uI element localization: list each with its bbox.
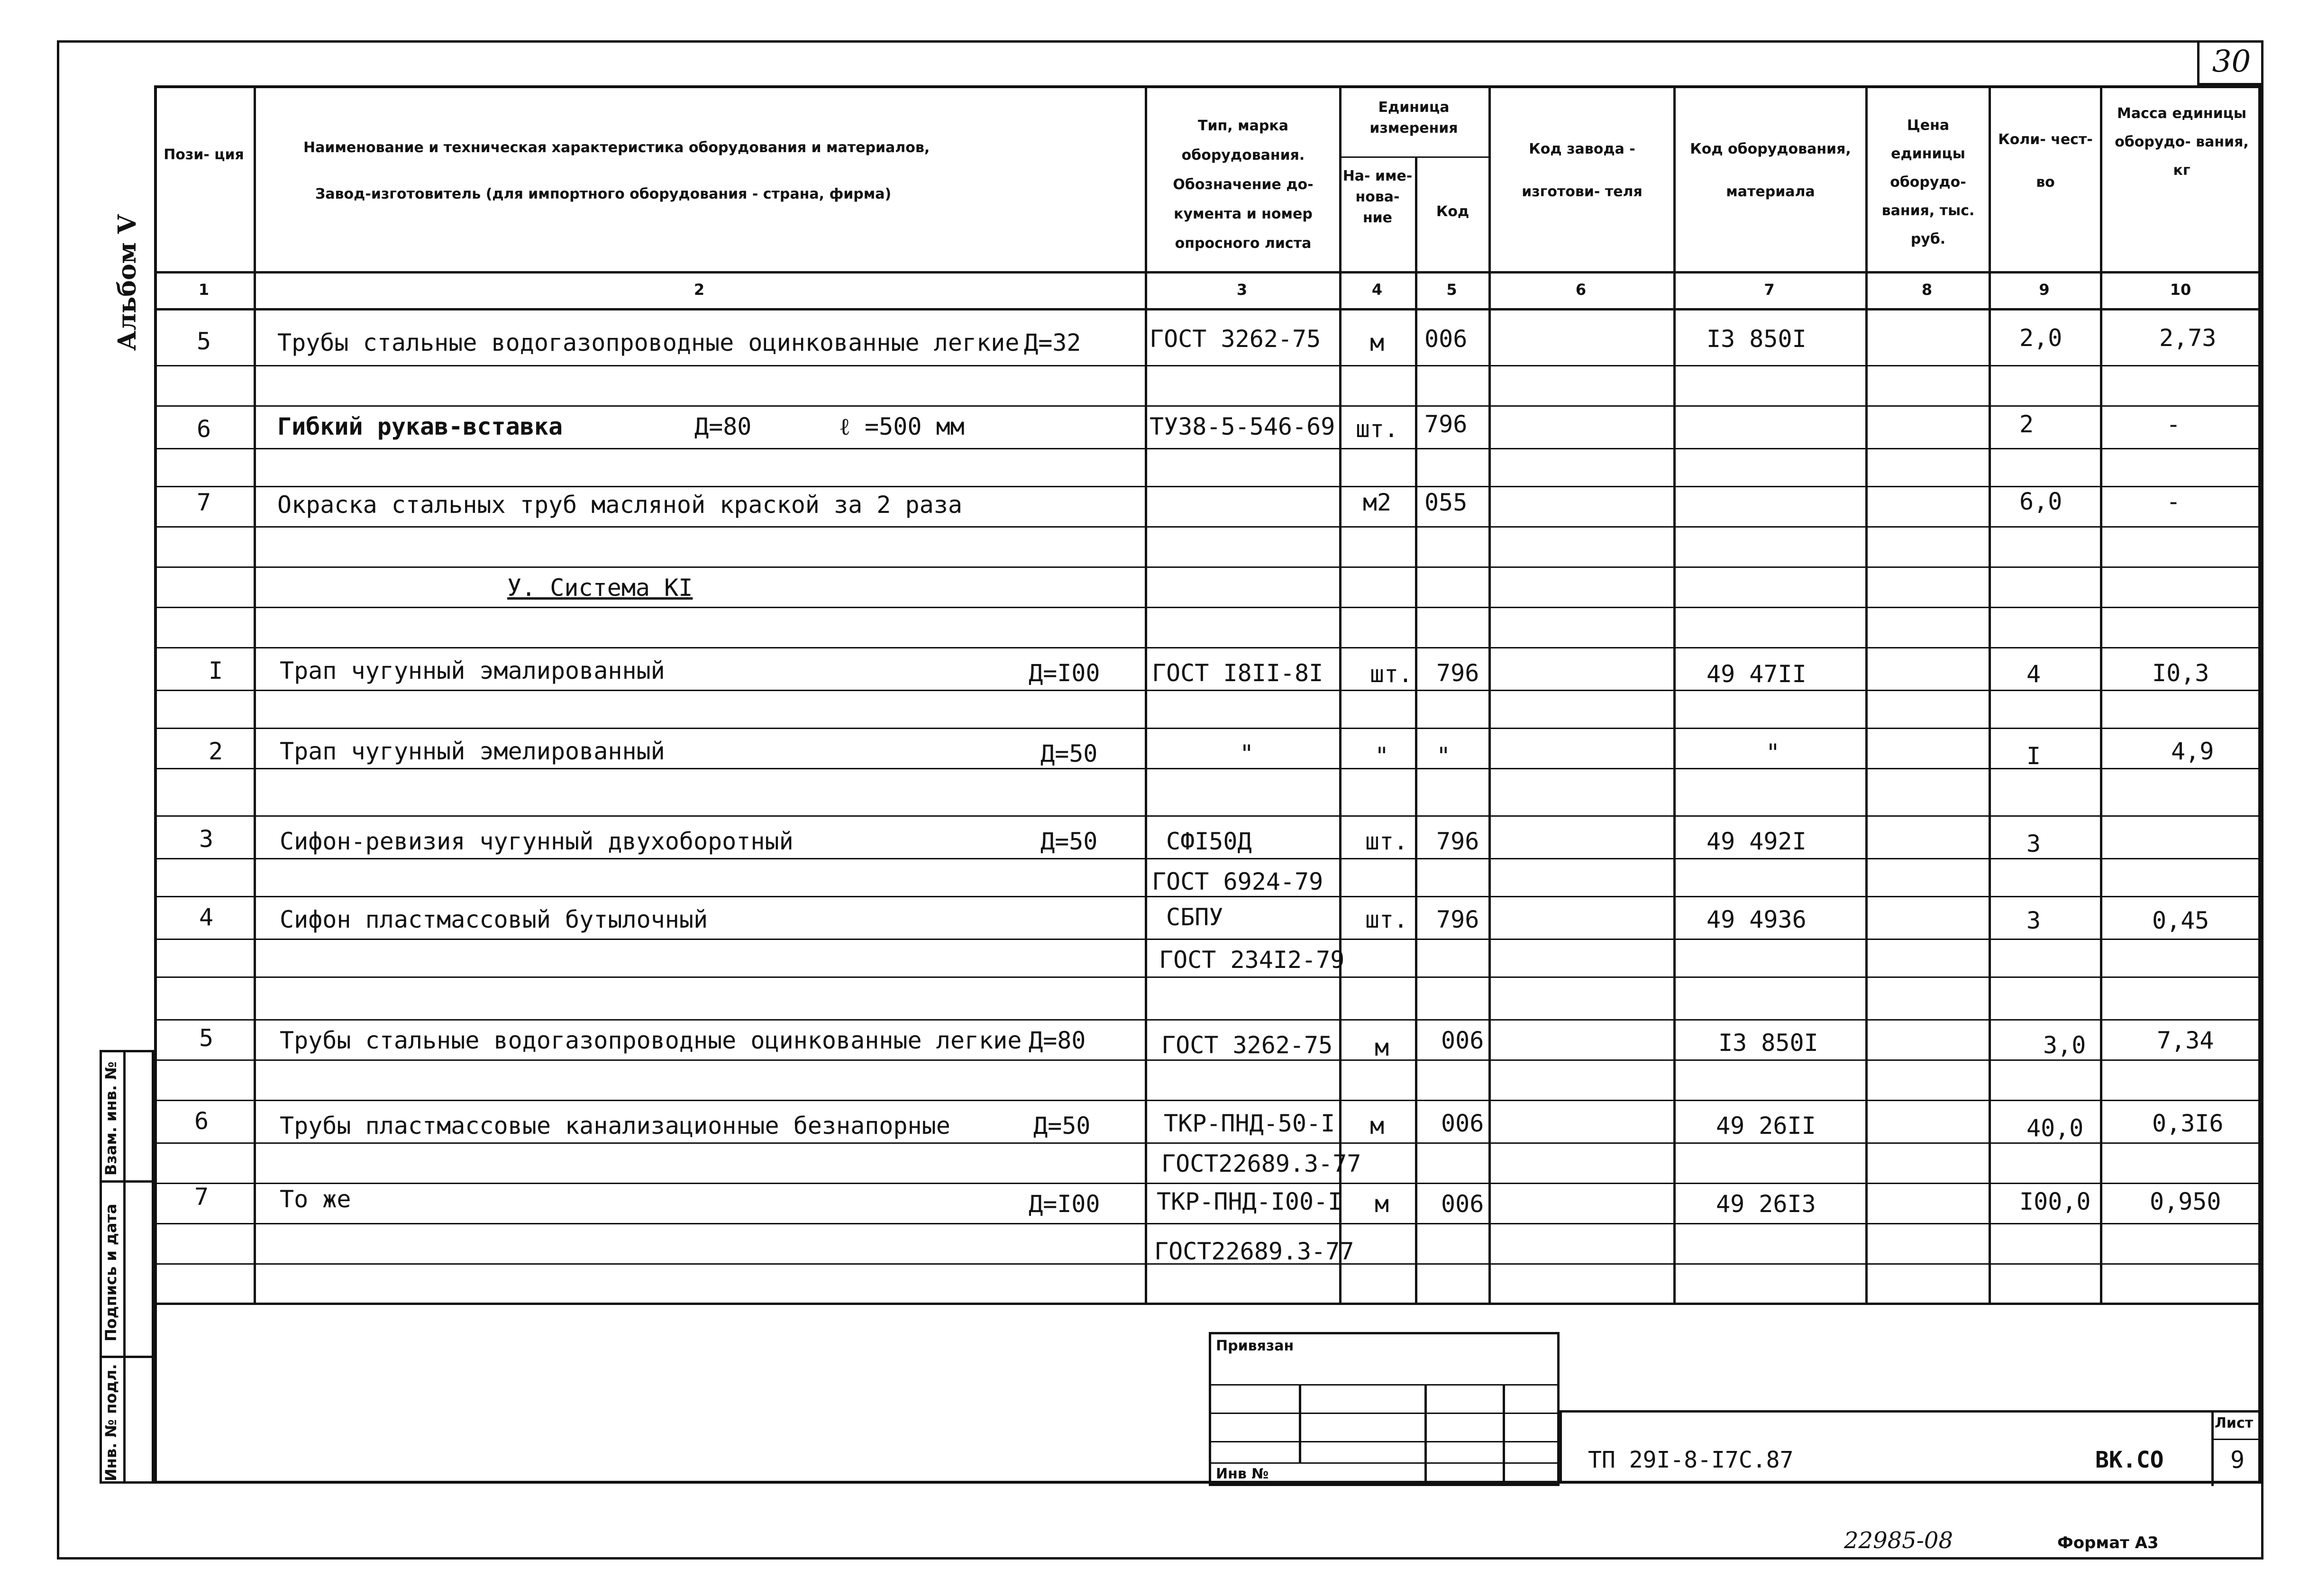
row-line bbox=[154, 526, 2261, 528]
row-line bbox=[154, 1183, 2261, 1184]
row-unit-code: 006 bbox=[1441, 1190, 1484, 1218]
row-position: 3 bbox=[199, 825, 214, 853]
stamp-top-line bbox=[1560, 1410, 2261, 1413]
row-line bbox=[154, 728, 2261, 729]
row-name: Гибкий рукав-вставка bbox=[277, 413, 563, 440]
header-bottom-line bbox=[154, 271, 2261, 274]
row-dimension: Д=I00 bbox=[1029, 1190, 1100, 1218]
col-line bbox=[254, 85, 256, 1304]
row-dimension: Д=80 bbox=[1029, 1027, 1086, 1054]
row-mass: 7,34 bbox=[2157, 1027, 2214, 1054]
row-type: " bbox=[1239, 740, 1254, 767]
row-line bbox=[154, 448, 2261, 449]
row-name: Трубы стальные водогазопроводные оцинкованные легкие bbox=[280, 1027, 1022, 1054]
row-unit: " bbox=[1374, 742, 1389, 770]
colnum-5: 5 bbox=[1446, 281, 1457, 299]
row-material-code: " bbox=[1765, 739, 1780, 766]
row-dimension: Д=50 bbox=[1040, 740, 1098, 767]
row-line bbox=[154, 690, 2261, 691]
colnum-7: 7 bbox=[1764, 281, 1775, 299]
col-line bbox=[2100, 85, 2102, 1304]
stamp-line bbox=[1209, 1441, 1560, 1442]
colnum-8: 8 bbox=[1921, 281, 1933, 299]
col-line bbox=[1415, 156, 1417, 1304]
colnum-2: 2 bbox=[694, 281, 705, 299]
row-unit: м bbox=[1369, 1112, 1385, 1140]
row-type-doc: ГОСТ22689.3-77 bbox=[1154, 1238, 1354, 1265]
stamp-vline bbox=[1299, 1384, 1301, 1462]
format-label: Формат А3 bbox=[2057, 1533, 2159, 1552]
row-type-doc: ГОСТ 234I2-79 bbox=[1159, 946, 1345, 974]
row-line bbox=[154, 1059, 2261, 1061]
row-material-code: 49 47II bbox=[1707, 660, 1807, 688]
row-unit-code: 796 bbox=[1424, 410, 1468, 438]
row-quantity: 3 bbox=[2026, 907, 2041, 934]
row-line bbox=[154, 1100, 2261, 1101]
side-vzam-label: Взам. инв. № bbox=[102, 1061, 120, 1176]
row-unit: м bbox=[1369, 329, 1385, 356]
row-type: ГОСТ 3262-75 bbox=[1161, 1031, 1333, 1059]
stamp-vline bbox=[1560, 1413, 1562, 1484]
row-line bbox=[154, 976, 2261, 978]
row-unit: шт. bbox=[1369, 660, 1413, 688]
colnum-3: 3 bbox=[1236, 281, 1248, 299]
row-material-code: I3 850I bbox=[1707, 325, 1807, 353]
row-dimension: Д=50 bbox=[1033, 1112, 1091, 1140]
colnum-bottom-line bbox=[154, 308, 2261, 310]
row-position: I bbox=[208, 657, 223, 684]
stamp-vline bbox=[1424, 1384, 1427, 1484]
col-line bbox=[1145, 85, 1147, 1304]
row-line bbox=[154, 858, 2261, 859]
row-material-code: 49 26II bbox=[1716, 1112, 1816, 1140]
row-unit: м bbox=[1374, 1190, 1389, 1218]
header-mass: Масса единицы оборудо- вания, кг bbox=[2115, 105, 2249, 179]
row-unit-code: 006 bbox=[1441, 1027, 1484, 1054]
row-position: 2 bbox=[208, 738, 223, 765]
side-stamp-line bbox=[100, 1180, 154, 1183]
row-mass: - bbox=[2166, 488, 2181, 515]
stamp-line bbox=[1209, 1384, 1560, 1386]
row-unit: шт. bbox=[1355, 415, 1399, 443]
header-type: Тип, марка оборудования. Обозначение до- кумента и номер опросного листа bbox=[1173, 118, 1314, 252]
section-title: У. Система КI bbox=[507, 574, 693, 602]
album-label: Альбом V bbox=[113, 214, 142, 351]
col-line bbox=[1865, 85, 1868, 1304]
row-name: Трубы стальные водогазопроводные оцинкованные легкие bbox=[277, 329, 1020, 356]
row-position: 7 bbox=[196, 489, 211, 516]
row-unit-code: 796 bbox=[1436, 906, 1479, 933]
row-line bbox=[154, 607, 2261, 608]
row-quantity: I bbox=[2026, 742, 2041, 770]
row-unit-code: 055 bbox=[1424, 489, 1468, 516]
side-invpodl-label: Инв. № подл. bbox=[102, 1364, 120, 1481]
row-quantity: 2 bbox=[2019, 410, 2034, 438]
row-quantity: 40,0 bbox=[2026, 1114, 2084, 1142]
row-material-code: 49 26I3 bbox=[1716, 1190, 1816, 1218]
archive-number: 22985-08 bbox=[1844, 1527, 1953, 1554]
row-line bbox=[154, 365, 2261, 366]
row-position: 4 bbox=[199, 903, 214, 931]
document-code: ТП 29I-8-I7С.87 bbox=[1588, 1447, 1794, 1473]
privyazan-label: Привязан bbox=[1216, 1338, 1294, 1354]
header-position: Пози- ция bbox=[164, 146, 244, 163]
row-position: 6 bbox=[196, 415, 211, 443]
row-unit-code: " bbox=[1436, 742, 1451, 770]
row-line bbox=[154, 405, 2261, 407]
row-type: ТКР-ПНД-I00-I bbox=[1157, 1188, 1342, 1215]
row-line bbox=[154, 1142, 2261, 1144]
row-line bbox=[154, 939, 2261, 940]
colnum-4: 4 bbox=[1371, 281, 1383, 299]
row-dimension: Д=I00 bbox=[1029, 659, 1100, 687]
header-price: Цена единицы оборудо- вания, тыс. руб. bbox=[1881, 117, 1975, 247]
row-extra: ℓ =500 мм bbox=[839, 413, 965, 440]
section-code: ВК.СО bbox=[2095, 1447, 2164, 1473]
header-unit-name: На- име- нова- ние bbox=[1342, 168, 1413, 226]
row-quantity: 6,0 bbox=[2019, 488, 2062, 515]
header-name-line1: Наименование и техническая характеристика оборудования и материалов, bbox=[303, 139, 930, 156]
row-quantity: 3,0 bbox=[2043, 1031, 2086, 1059]
row-mass: I0,3 bbox=[2152, 659, 2209, 687]
header-name-line2: Завод-изготовитель (для импортного оборудования - страна, фирма) bbox=[315, 186, 892, 202]
row-line bbox=[154, 768, 2261, 769]
header-unit-group: Единица измерения bbox=[1369, 99, 1458, 137]
row-line bbox=[154, 486, 2261, 487]
row-type-doc: ГОСТ 6924-79 bbox=[1152, 868, 1323, 895]
row-name: Трап чугунный эмалированный bbox=[280, 657, 665, 684]
row-name: Сифон пластмассовый бутылочный bbox=[280, 906, 708, 933]
col-line bbox=[1673, 85, 1676, 1304]
row-line bbox=[154, 815, 2261, 817]
table-bottom-line bbox=[154, 1303, 2261, 1305]
row-mass: 4,9 bbox=[2171, 738, 2214, 765]
row-position: 5 bbox=[199, 1024, 214, 1052]
row-unit: м2 bbox=[1362, 489, 1392, 516]
row-material-code: I3 850I bbox=[1718, 1029, 1818, 1057]
row-line bbox=[154, 896, 2261, 897]
row-mass: 0,3I6 bbox=[2152, 1110, 2224, 1137]
row-name: Сифон-ревизия чугунный двухоборотный bbox=[280, 828, 794, 855]
inv-no-label: Инв № bbox=[1216, 1466, 1269, 1482]
colnum-9: 9 bbox=[2039, 281, 2050, 299]
side-stamp-vline bbox=[123, 1050, 126, 1484]
unit-split-line bbox=[1339, 156, 1488, 158]
row-unit-code: 006 bbox=[1441, 1110, 1484, 1137]
row-dimension: Д=32 bbox=[1024, 329, 1081, 356]
row-material-code: 49 492I bbox=[1707, 828, 1807, 855]
row-unit: шт. bbox=[1365, 906, 1408, 933]
stamp-vline bbox=[1503, 1384, 1505, 1484]
row-unit-code: 796 bbox=[1436, 659, 1479, 687]
row-line bbox=[154, 647, 2261, 648]
row-type: ТКР-ПНД-50-I bbox=[1164, 1110, 1335, 1137]
row-unit: м bbox=[1374, 1034, 1389, 1061]
row-mass: 0,950 bbox=[2150, 1188, 2221, 1215]
colnum-10: 10 bbox=[2170, 281, 2191, 299]
side-stamp-line bbox=[100, 1356, 154, 1358]
colnum-1: 1 bbox=[198, 281, 210, 299]
row-type: ГОСТ I8II-8I bbox=[1152, 659, 1323, 687]
row-dimension: Д=50 bbox=[1040, 828, 1098, 855]
stamp-line bbox=[1209, 1413, 1560, 1414]
stamp-line bbox=[1209, 1462, 1560, 1464]
row-dimension: Д=80 bbox=[694, 413, 752, 440]
row-mass: 0,45 bbox=[2152, 907, 2209, 934]
row-material-code: 49 4936 bbox=[1707, 906, 1807, 933]
row-position: 6 bbox=[194, 1107, 209, 1135]
row-type: СБПУ bbox=[1166, 903, 1223, 931]
row-quantity: I00,0 bbox=[2019, 1188, 2091, 1215]
header-equipment-code: Код оборудования, материала bbox=[1690, 141, 1851, 200]
row-quantity: 4 bbox=[2026, 660, 2041, 688]
row-position: 7 bbox=[194, 1183, 209, 1211]
col-line bbox=[1989, 85, 1991, 1304]
header-unit-code: Код bbox=[1436, 203, 1469, 220]
sheet-label: Лист bbox=[2215, 1415, 2254, 1432]
row-type-doc: ГОСТ22689.3-77 bbox=[1161, 1150, 1361, 1177]
row-quantity: 3 bbox=[2026, 830, 2041, 857]
row-mass: 2,73 bbox=[2159, 324, 2217, 352]
row-name: Трап чугунный эмелированный bbox=[280, 738, 665, 765]
header-quantity: Коли- чест- во bbox=[1998, 131, 2093, 191]
row-unit-code: 006 bbox=[1424, 325, 1468, 353]
row-quantity: 2,0 bbox=[2019, 324, 2062, 352]
sheet-box-line bbox=[2211, 1439, 2261, 1440]
sheet-number: 9 bbox=[2230, 1446, 2245, 1474]
row-unit-code: 796 bbox=[1436, 828, 1479, 855]
row-name: Окраска стальных труб масляной краской за 2 раза bbox=[277, 491, 962, 519]
row-line bbox=[154, 566, 2261, 568]
row-unit: шт. bbox=[1365, 828, 1408, 855]
colnum-6: 6 bbox=[1575, 281, 1587, 299]
row-name: Трубы пластмассовые канализационные безнапорные bbox=[280, 1112, 950, 1140]
row-type: СФI50Д bbox=[1166, 828, 1252, 855]
row-type: ГОСТ 3262-75 bbox=[1150, 325, 1321, 353]
row-line bbox=[154, 1223, 2261, 1224]
col-line bbox=[1488, 85, 1491, 1304]
row-type: ТУ38-5-546-69 bbox=[1150, 413, 1335, 440]
row-mass: - bbox=[2166, 410, 2181, 438]
side-podpis-label: Подпись и дата bbox=[102, 1204, 120, 1341]
row-name: То же bbox=[280, 1186, 351, 1213]
row-line bbox=[154, 1019, 2261, 1021]
corner-page-number: 30 bbox=[2197, 40, 2263, 85]
header-factory-code: Код завода - изготови- теля bbox=[1522, 141, 1643, 200]
row-position: 5 bbox=[196, 328, 211, 355]
